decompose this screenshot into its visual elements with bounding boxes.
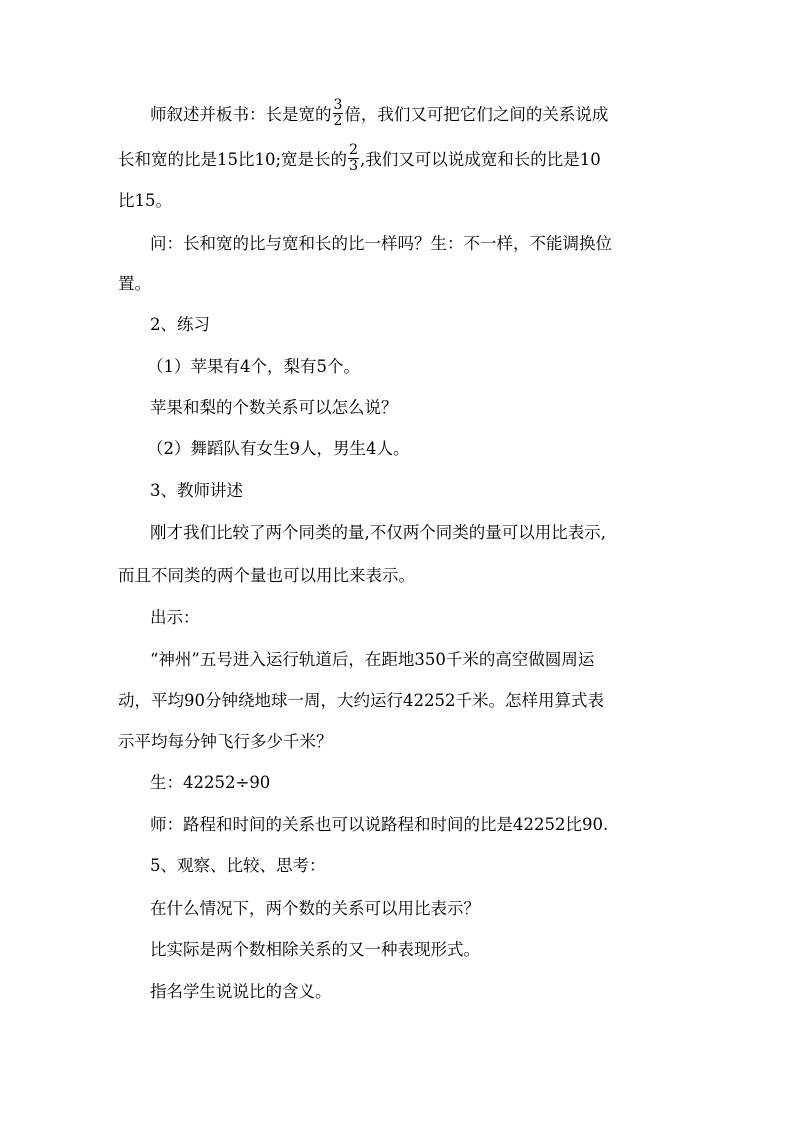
paragraph-1-line-3: 比15。 (118, 191, 172, 210)
paragraph-1-line-2 (118, 142, 678, 176)
fraction-denominator: 3 (349, 158, 358, 174)
text: 倍，我们又可把它们之间的关系说成 (344, 105, 609, 124)
paragraph-3-line-1: 刚才我们比较了两个同类的量,不仅两个同类的量可以用比表示, (150, 523, 606, 542)
text: 师叙述并板书：长是宽的 (150, 105, 332, 124)
text: 长和宽的比是15比10;宽是长的 (118, 150, 348, 169)
fraction-numerator: 2 (349, 142, 358, 158)
statement-1: 比实际是两个数相除关系的又一种表现形式。 (150, 940, 480, 959)
paragraph-3-line-2: 而且不同类的两个量也可以用比来表示。 (118, 566, 415, 585)
teacher-statement: 师：路程和时间的关系也可以说路程和时间的比是42252比90. (150, 815, 609, 834)
section-3-title: 3、教师讲述 (150, 481, 243, 500)
paragraph-4-line-3: 示平均每分钟飞行多少千米？ (118, 732, 333, 751)
paragraph-4-line-1: “神州”五号进入运行轨道后，在距地350千米的高空做圆周运 (150, 650, 595, 669)
fraction-three-halves (333, 98, 344, 129)
exercise-1-question: 苹果和梨的个数关系可以怎么说？ (150, 398, 398, 417)
student-answer: 生：42252÷90 (150, 773, 271, 792)
section-5-title: 5、观察、比较、思考： (150, 856, 326, 875)
fraction-denominator: 2 (333, 113, 343, 129)
paragraph-4-line-2: 动，平均90分钟绕地球一周，大约运行42252千米。怎样用算式表 (118, 691, 604, 710)
show-label: 出示： (150, 608, 200, 627)
paragraph-2-line-1: 问：长和宽的比与宽和长的比一样吗？生：不一样，不能调换位 (150, 234, 612, 253)
exercise-1: （1）苹果有4个，梨有5个。 (147, 357, 360, 376)
exercise-2: （2）舞蹈队有女生9人，男生4人。 (147, 439, 410, 458)
fraction-numerator: 3 (333, 97, 343, 113)
fraction-two-thirds (348, 143, 359, 174)
paragraph-2-line-2: 置。 (118, 274, 151, 293)
text: ,我们又可以说成宽和长的比是10 (359, 150, 601, 169)
statement-2: 指名学生说说比的含义。 (150, 982, 332, 1001)
section-2-title: 2、练习 (150, 315, 210, 334)
paragraph-1-line-1 (150, 97, 678, 131)
question-1: 在什么情况下，两个数的关系可以用比表示？ (150, 899, 480, 918)
